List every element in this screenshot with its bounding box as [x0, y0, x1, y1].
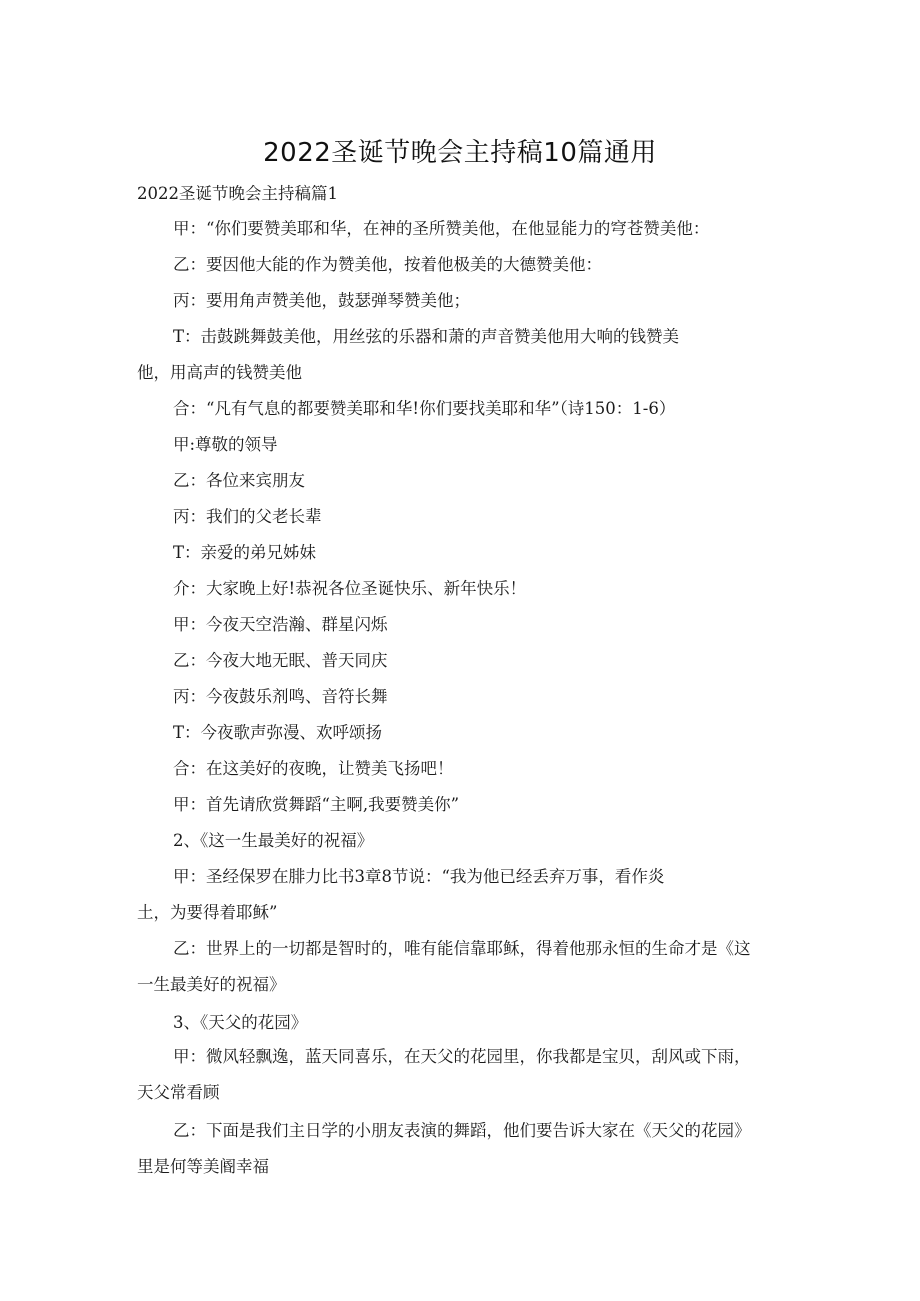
- paragraph-line: 合：在这美好的夜晚，让赞美飞扬吧！: [173, 759, 454, 778]
- paragraph-line: 甲：今夜天空浩瀚、群星闪烁: [173, 615, 388, 634]
- paragraph-line: 合：“凡有气息的都要赞美耶和华!你们要找美耶和华”（诗150：1-6）: [173, 399, 676, 418]
- paragraph-line: T：今夜歌声弥漫、欢呼颂扬: [173, 723, 383, 742]
- document-title: 2022圣诞节晚会主持稿10篇通用: [263, 138, 657, 168]
- paragraph-line: 2、《这一生最美好的祝福》: [173, 831, 374, 850]
- paragraph-line: 乙：下面是我们主日学的小朋友表演的舞蹈，他们要告诉大家在《天父的花园》: [173, 1121, 751, 1140]
- paragraph-line: 甲：圣经保罗在腓力比书3章8节说：“我为他已经丢弃万事，看作炎: [173, 867, 665, 886]
- section-heading: 2022圣诞节晚会主持稿篇1: [137, 184, 338, 203]
- paragraph-line: 一生最美好的祝福》: [137, 975, 286, 994]
- paragraph-line: 丙：我们的父老长辈: [173, 507, 322, 526]
- paragraph-line: 乙：各位来宾朋友: [173, 471, 305, 490]
- paragraph-line: 甲：首先请欣赏舞蹈“主啊,我要赞美你”: [173, 795, 460, 814]
- paragraph-line: 土，为要得着耶稣”: [137, 903, 278, 922]
- paragraph-line: 3、《天父的花园》: [173, 1013, 308, 1032]
- paragraph-line: 天父常看顾: [137, 1083, 220, 1102]
- paragraph-line: 丙：要用角声赞美他，鼓瑟弹琴赞美他；: [173, 291, 470, 310]
- paragraph-line: 乙：要因他大能的作为赞美他，按着他极美的大德赞美他：: [173, 255, 602, 274]
- paragraph-line: 甲:尊敬的领导: [173, 435, 278, 454]
- paragraph-line: 丙：今夜鼓乐剂鸣、音符长舞: [173, 687, 388, 706]
- paragraph-line: 他，用高声的钱赞美他: [137, 363, 302, 382]
- paragraph-line: 乙：世界上的一切都是智时的，唯有能信靠耶稣，得着他那永恒的生命才是《这: [173, 939, 751, 958]
- paragraph-line: 甲：“你们要赞美耶和华，在神的圣所赞美他，在他显能力的穹苍赞美他：: [173, 219, 710, 238]
- paragraph-line: T：亲爱的弟兄姊妹: [173, 543, 317, 562]
- paragraph-line: T：击鼓跳舞鼓美他，用丝弦的乐器和萧的声音赞美他用大响的钱赞美: [173, 327, 680, 346]
- paragraph-line: 里是何等美阍幸福: [137, 1157, 269, 1176]
- paragraph-line: 介：大家晚上好!恭祝各位圣诞快乐、新年快乐！: [173, 579, 527, 598]
- paragraph-line: 甲：微风轻飘逸，蓝天同喜乐，在天父的花园里，你我都是宝贝，刮风或下雨，: [173, 1047, 751, 1066]
- paragraph-line: 乙：今夜大地无眠、普天同庆: [173, 651, 388, 670]
